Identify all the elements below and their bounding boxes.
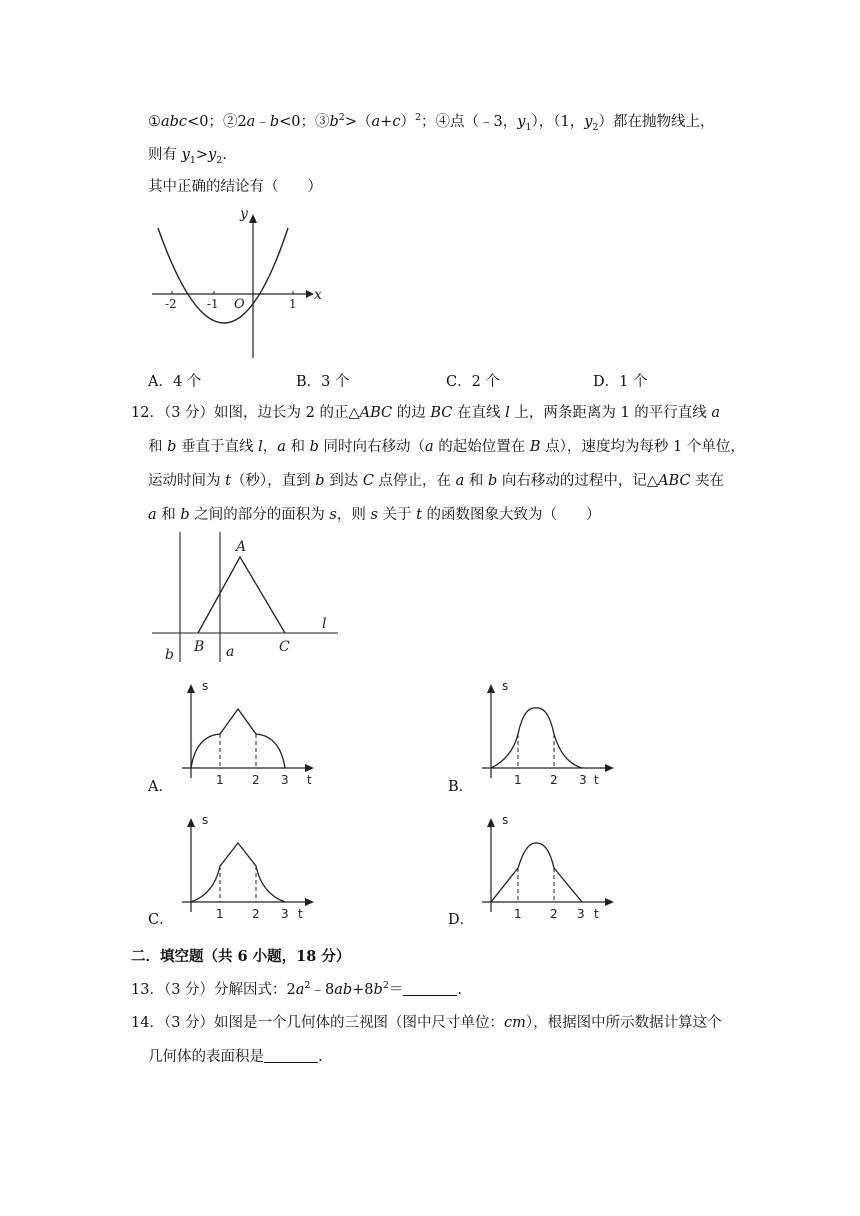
s-label: s (202, 679, 209, 693)
q11-statement-line2: 则有 $y_1>y_2$. (148, 147, 227, 166)
q12-graph-a[interactable] (178, 678, 338, 788)
tick-2: 2 (252, 773, 260, 787)
tick-3: 3 (281, 773, 289, 787)
t-label: t (594, 773, 599, 787)
tick-3: 3 (579, 773, 587, 787)
q12-statement-line4: a 和 b 之间的部分的面积为 s，则 s 关于 t 的函数图象大致为（ ） (148, 507, 601, 523)
t-label: t (298, 907, 303, 921)
y-axis-arrow (249, 214, 257, 223)
tick-2: 2 (252, 907, 260, 921)
q14-answer-blank[interactable] (264, 1048, 318, 1063)
curve-c (191, 843, 285, 902)
tick-1: 1 (216, 773, 224, 787)
q13-answer-blank[interactable] (403, 981, 457, 996)
q11-option-a[interactable]: A．4 个 (148, 374, 202, 390)
q12-option-d-label[interactable]: D． (448, 912, 475, 928)
s-axis-arrow (187, 684, 195, 693)
q11-option-d[interactable]: D．1 个 (593, 374, 648, 390)
s-axis-arrow (487, 684, 495, 693)
t-axis-arrow (305, 898, 314, 906)
q14-statement-line1: 14．（3 分）如图是一个几何体的三视图（图中尺寸单位：cm），根据图中所示数据计算这个 (131, 1015, 722, 1031)
y-axis-label: y (240, 206, 248, 222)
tick-2: 2 (550, 907, 558, 921)
tick-label-minus2: -2 (165, 297, 177, 311)
line-a-label: a (226, 644, 235, 660)
curve-b (491, 708, 582, 768)
q11-statement-line1: ①abc<0；②2a﹣b<0；$③b^2>(a+c)^2$；④点（﹣3，$y_1$），（1，$y_2$）都在抛物线上， (148, 112, 715, 133)
triangle-abc (198, 557, 285, 633)
tick-1: 1 (216, 907, 224, 921)
t-label: t (594, 907, 599, 921)
q14-statement-line2: 几何体的表面积是 . (148, 1049, 323, 1065)
s-label: s (502, 813, 509, 827)
q11-prompt: 其中正确的结论有（ ） (148, 179, 322, 195)
s-axis-arrow (187, 818, 195, 827)
t-axis-arrow (305, 764, 314, 772)
s-axis-arrow (487, 818, 495, 827)
x-axis-arrow (306, 290, 314, 298)
tick-label-minus1: -1 (207, 297, 219, 311)
vertex-a-label: A (236, 539, 247, 555)
q11-option-b[interactable]: B．3 个 (296, 374, 350, 390)
origin-label: O (234, 297, 245, 312)
q11-option-c[interactable]: C．2 个 (446, 374, 500, 390)
q12-option-b-label[interactable]: B． (448, 779, 474, 795)
line-l-label: l (322, 616, 327, 632)
q12-triangle-figure (150, 530, 350, 670)
parabola-curve (158, 228, 288, 323)
x-axis-label: x (314, 287, 322, 303)
vertex-b-label: B (194, 639, 205, 655)
curve-a (191, 709, 285, 768)
tick-1: 1 (514, 773, 522, 787)
q12-option-c-label[interactable]: C． (148, 912, 174, 928)
q12-graph-b[interactable] (478, 678, 638, 788)
q12-option-a-label[interactable]: A． (148, 779, 173, 795)
q12-statement-line1: 12．（3 分）如图，边长为 2 的正△ABC 的边 BC 在直线 l 上，两条距离为 1 的平行直线 a (131, 405, 721, 421)
s-label: s (202, 813, 209, 827)
section-heading: 二．填空题（共 6 小题，18 分） (131, 948, 351, 965)
line-b-label: b (165, 647, 174, 663)
t-axis-arrow (605, 764, 614, 772)
q12-statement-line2: 和 b 垂直于直线 l，a 和 b 同时向右移动（a 的起始位置在 B 点），速度均为每秒 1 个单位， (148, 439, 745, 455)
tick-2: 2 (550, 773, 558, 787)
q12-statement-line3: 运动时间为 t（秒），直到 b 到达 C 点停止，在 a 和 b 向右移动的过程中，记△ABC 夹在 (148, 473, 725, 489)
tick-label-1: 1 (289, 297, 297, 311)
q13-statement: 13．（3 分）分解因式：$2a^2﹣8ab+8b^2=$ . (131, 980, 462, 998)
tick-1: 1 (514, 907, 522, 921)
t-label: t (307, 773, 312, 787)
vertex-c-label: C (279, 639, 290, 655)
q12-graph-c[interactable] (178, 812, 338, 922)
t-axis-arrow (605, 898, 614, 906)
q11-parabola-graph (148, 204, 348, 364)
q12-graph-d[interactable] (478, 812, 638, 922)
s-label: s (502, 679, 509, 693)
tick-3: 3 (281, 907, 289, 921)
tick-3: 3 (577, 907, 585, 921)
curve-d (491, 843, 582, 902)
